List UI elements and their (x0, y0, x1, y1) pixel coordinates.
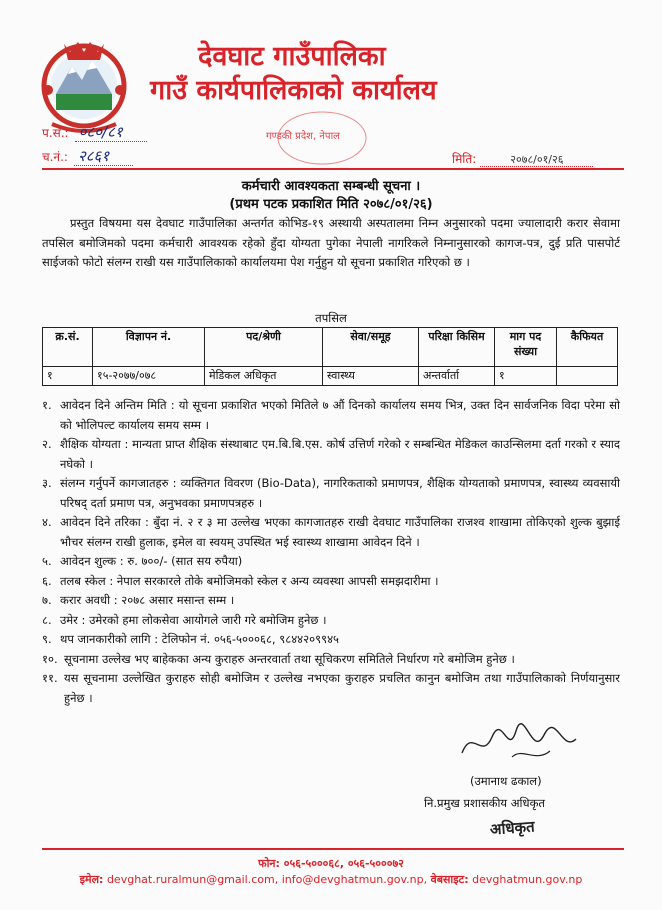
footer-phone (0, 856, 662, 871)
cell-demand: १ (495, 367, 557, 386)
footer-contact (0, 872, 662, 887)
signature-scribble-icon (452, 717, 592, 771)
footer-divider (42, 848, 624, 850)
table-caption: तपसिल (315, 311, 347, 325)
list-item: १०. सूचनामा उल्लेख भए बाहेकका अन्य कुराहरु अन्तरवार्ता तथा सूचिकरण समितिले निर्धारण गरे बमोजिम हुनेछ । (42, 651, 515, 666)
col-remarks: कैफियत (557, 328, 618, 367)
notice-body: प्रस्तुत विषयमा यस देवघाट गाउँपालिका अन्तर्गत कोभिड-१९ अस्थायी अस्पतालमा निम्न अनुसारको पदमा ज्यालादारी करार सेवामा तपसिल बमोजिमको पदमा कर्मचारी आवश्यक रहेको हुँदा योग्यता पुगेका नेपाली नागरिकले निम्नानुसारको कागज-पत्र, दुई प्रति पासपोर्ट साईजको फोटो संलग्न राखी यस गाउँपालिकाको कार्यालयमा पेश गर्नुहुन यो सूचना प्रकाशित गरिएको छ । (42, 216, 620, 269)
signatory-title: नि.प्रमुख प्रशासकीय अधिकृत (424, 796, 545, 810)
table-row (43, 367, 618, 386)
list-item: ५. आवेदन शुल्क : रु. ७००/- (सात सय रुपैया) (42, 554, 243, 568)
reference-number (42, 122, 147, 142)
cn-value: २८६१ (74, 147, 133, 166)
list-item: ३. संलग्न गर्नुपर्ने कागजातहरु : व्यक्तिगत विवरण (Bio-Data), नागरिकताको प्रमाणपत्र, शैक्षिक योग्यताको प्रमाणपत्र, स्वास्थ्य व्यवसायी परिषद् दर्ता प्रमाण पत्र, अनुभवका प्रमाणपत्रहरु । (42, 476, 620, 510)
cn-label: च.नं.: (42, 150, 68, 164)
cell-exam-type: अन्तर्वार्ता (419, 367, 495, 386)
list-item: २. शैक्षिक योग्यता : मान्यता प्राप्त शैक्षिक संस्थाबाट एम.बि.बि.एस. कोर्ष उत्तिर्ण गरेको र सम्बन्धित मेडिकल काउन्सिलमा दर्ता गरको र स्याद नघेको । (42, 437, 620, 471)
list-item: ११. यस सूचनामा उल्लेखित कुराहरु सोही बमोजिम र उल्लेख नभएका कुराहरु प्रचलित कानुन बमोजिम तथा गाउँपालिकाको निर्णयानुसार हुनेछ । (42, 671, 620, 705)
col-exam-type: परिक्षा किसिम (419, 328, 495, 367)
office-title (150, 40, 620, 108)
col-ad-number: विज्ञापन नं. (93, 328, 205, 367)
phone-value: ०५६-५०००६८, ०५६-५०००७२ (283, 857, 404, 870)
table-header-row (43, 328, 618, 367)
stamp-text: गण्डकी प्रदेश, नेपाल (266, 131, 340, 142)
conditions-list (42, 396, 620, 708)
dispatch-number (42, 146, 133, 166)
cell-ad-number: १५-२०७७/०७८ (93, 367, 205, 386)
list-item: ६. तलब स्केल : नेपाल सरकारले तोके बमोजिमको स्केल र अन्य व्यवस्था आपसी समझदारीमा । (42, 573, 439, 588)
date-value: २०७८/०१/२६ (480, 153, 593, 167)
list-item: ९. थप जानकारीको लागि : टेलिफोन नं. ०५६-५०००६८, ९८४४२०९९४५ (42, 632, 340, 646)
cell-post: मेडिकल अधिकृत (205, 367, 323, 386)
col-post: पद/श्रेणी (205, 328, 323, 367)
office-subtitle: गाउँ कार्यपालिकाको कार्यालय (150, 75, 437, 106)
nepal-emblem-logo (34, 30, 134, 136)
col-sn: क्र.सं. (43, 328, 93, 367)
cell-remarks (557, 367, 618, 386)
office-stamp (262, 104, 382, 174)
list-item: ४. आवेदन दिने तरिका : बुँदा नं. २ र ३ मा उल्लेख भएका कागजातहरु राखी देवघाट गाउँपालिका राजश्व शाखामा तोकिएको शुल्क बुझाई भौचर संलग्न राखी हुलाक, इमेल वा स्वयम् उपस्थित भई स्वास्थ्य शाखामा आवेदन दिने । (42, 515, 620, 549)
notice-subtitle: (प्रथम पटक प्रकाशित मिति २०७८/०१/२६) (229, 197, 433, 212)
signature-stamp: अधिकृत (489, 817, 536, 839)
cell-service: स्वास्थ्य (323, 367, 419, 386)
issue-date (452, 150, 593, 167)
email-label: इमेल: (79, 873, 104, 886)
list-item: ८. उमेर : उमेरको हमा लोकसेवा आयोगले जारी गरे बमोजिम हुनेछ । (42, 612, 327, 627)
web-link[interactable]: devghatmun.gov.np (472, 873, 583, 886)
list-item: १. आवेदन दिने अन्तिम मिति : यो सूचना प्रकाशित भएको मितिले ७ औं दिनको कार्यालय समय भित्र, उक्त दिन सार्वजनिक विदा परेमा सो को भोलिपल्ट कार्यालय समय सम्म । (42, 398, 620, 432)
ps-value: ०८०/८१ (75, 123, 147, 142)
phone-label: फोन: (258, 857, 280, 870)
header-divider (42, 168, 624, 170)
date-label: मिति: (452, 152, 477, 166)
cell-sn: १ (43, 367, 93, 386)
office-name: देवघाट गाउँपालिका (198, 41, 386, 72)
col-demand: माग पद संख्या (495, 328, 557, 367)
signatory-name: (उमानाथ ढकाल) (470, 774, 542, 788)
list-item: ७. करार अवधी : २०७८ असार मसान्त सम्म । (42, 593, 235, 607)
vacancy-table (42, 327, 618, 386)
ps-label: प.सं.: (42, 126, 69, 140)
web-label: वेबसाइट: (430, 873, 469, 886)
notice-title: कर्मचारी आवश्यकता सम्बन्धी सूचना । (241, 179, 421, 194)
col-service: सेवा/समूह (323, 328, 419, 367)
email-value[interactable]: devghat.ruralmun@gmail.com, info@devghatmun.gov.np, (106, 873, 428, 886)
